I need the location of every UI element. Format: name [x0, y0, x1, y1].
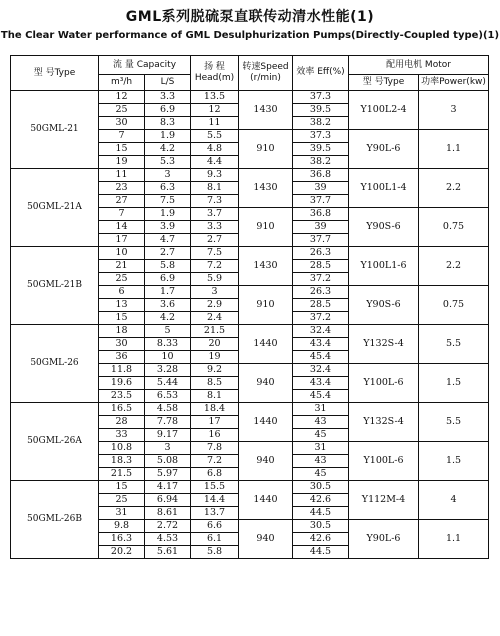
speed-cell: 940 — [239, 442, 293, 481]
eff-cell: 26.3 — [293, 247, 349, 260]
flow-m3h-cell: 17 — [99, 234, 145, 247]
speed-cell: 1440 — [239, 325, 293, 364]
flow-m3h-cell: 21 — [99, 260, 145, 273]
motor-type-cell: Y90S-6 — [349, 208, 419, 247]
head-cell: 21.5 — [191, 325, 239, 338]
head-cell: 3.7 — [191, 208, 239, 221]
head-cell: 2.4 — [191, 312, 239, 325]
eff-cell: 43 — [293, 455, 349, 468]
eff-cell: 36.8 — [293, 208, 349, 221]
flow-m3h-cell: 13 — [99, 299, 145, 312]
flow-ls-cell: 5 — [145, 325, 191, 338]
power-cell: 5.5 — [419, 325, 489, 364]
flow-ls-cell: 3.28 — [145, 364, 191, 377]
speed-cell: 910 — [239, 286, 293, 325]
flow-m3h-cell: 27 — [99, 195, 145, 208]
model-cell: 50GML-26 — [11, 325, 99, 403]
flow-m3h-cell: 11.8 — [99, 364, 145, 377]
head-cell: 8.5 — [191, 377, 239, 390]
power-cell: 0.75 — [419, 286, 489, 325]
head-cell: 13.7 — [191, 507, 239, 520]
head-cell: 12 — [191, 104, 239, 117]
header-model: 型 号Type — [11, 56, 99, 91]
flow-ls-cell: 2.7 — [145, 247, 191, 260]
head-cell: 9.3 — [191, 169, 239, 182]
flow-ls-cell: 4.7 — [145, 234, 191, 247]
eff-cell: 45 — [293, 429, 349, 442]
header-head-text: 扬 程 Head(m) — [194, 61, 235, 83]
table-row — [11, 325, 489, 338]
eff-cell: 45 — [293, 468, 349, 481]
eff-cell: 31 — [293, 442, 349, 455]
flow-ls-cell: 2.72 — [145, 520, 191, 533]
flow-ls-cell: 4.17 — [145, 481, 191, 494]
head-cell: 13.5 — [191, 91, 239, 104]
head-cell: 2.7 — [191, 234, 239, 247]
flow-m3h-cell: 31 — [99, 507, 145, 520]
eff-cell: 44.5 — [293, 546, 349, 559]
head-cell: 3.3 — [191, 221, 239, 234]
table-row — [11, 403, 489, 416]
head-cell: 7.2 — [191, 260, 239, 273]
flow-m3h-cell: 25 — [99, 494, 145, 507]
head-cell: 2.9 — [191, 299, 239, 312]
motor-type-cell: Y100L1-6 — [349, 247, 419, 286]
flow-m3h-cell: 18.3 — [99, 455, 145, 468]
flow-m3h-cell: 15 — [99, 312, 145, 325]
power-cell: 1.5 — [419, 364, 489, 403]
head-cell: 14.4 — [191, 494, 239, 507]
page-subtitle: The Clear Water performance of GML Desulphurization Pumps(Directly-Coupled type)(1) — [0, 30, 500, 41]
eff-cell: 32.4 — [293, 325, 349, 338]
motor-type-cell: Y90L-6 — [349, 520, 419, 559]
flow-ls-cell: 5.3 — [145, 156, 191, 169]
eff-cell: 30.5 — [293, 481, 349, 494]
flow-ls-cell: 3.6 — [145, 299, 191, 312]
table-row — [11, 247, 489, 260]
eff-cell: 42.6 — [293, 533, 349, 546]
head-cell: 19 — [191, 351, 239, 364]
motor-type-cell: Y132S-4 — [349, 325, 419, 364]
flow-ls-cell: 6.53 — [145, 390, 191, 403]
performance-table — [10, 55, 489, 559]
eff-cell: 43.4 — [293, 338, 349, 351]
flow-ls-cell: 7.78 — [145, 416, 191, 429]
speed-cell: 910 — [239, 130, 293, 169]
header-motor: 配用电机 Motor — [349, 56, 489, 75]
head-cell: 17 — [191, 416, 239, 429]
eff-cell: 28.5 — [293, 260, 349, 273]
header-flow-ls: L/S — [145, 75, 191, 91]
head-cell: 3 — [191, 286, 239, 299]
eff-cell: 37.2 — [293, 273, 349, 286]
power-cell: 1.1 — [419, 130, 489, 169]
speed-cell: 940 — [239, 520, 293, 559]
eff-cell: 38.2 — [293, 156, 349, 169]
eff-cell: 37.3 — [293, 91, 349, 104]
head-cell: 7.5 — [191, 247, 239, 260]
speed-cell: 1440 — [239, 481, 293, 520]
flow-m3h-cell: 7 — [99, 208, 145, 221]
eff-cell: 37.7 — [293, 234, 349, 247]
flow-m3h-cell: 6 — [99, 286, 145, 299]
header-power: 功率Power(kw) — [419, 75, 489, 91]
model-cell: 50GML-21 — [11, 91, 99, 169]
head-cell: 16 — [191, 429, 239, 442]
flow-m3h-cell: 23.5 — [99, 390, 145, 403]
flow-ls-cell: 1.9 — [145, 130, 191, 143]
flow-ls-cell: 5.08 — [145, 455, 191, 468]
flow-m3h-cell: 23 — [99, 182, 145, 195]
flow-ls-cell: 8.61 — [145, 507, 191, 520]
flow-ls-cell: 6.9 — [145, 104, 191, 117]
flow-ls-cell: 3 — [145, 442, 191, 455]
head-cell: 18.4 — [191, 403, 239, 416]
eff-cell: 43.4 — [293, 377, 349, 390]
eff-cell: 45.4 — [293, 351, 349, 364]
flow-m3h-cell: 16.3 — [99, 533, 145, 546]
flow-m3h-cell: 33 — [99, 429, 145, 442]
model-cell: 50GML-21A — [11, 169, 99, 247]
motor-type-cell: Y100L-6 — [349, 442, 419, 481]
motor-type-cell: Y112M-4 — [349, 481, 419, 520]
power-cell: 1.1 — [419, 520, 489, 559]
head-cell: 8.1 — [191, 182, 239, 195]
speed-cell: 1430 — [239, 247, 293, 286]
flow-ls-cell: 1.7 — [145, 286, 191, 299]
flow-ls-cell: 9.17 — [145, 429, 191, 442]
flow-ls-cell: 4.58 — [145, 403, 191, 416]
eff-cell: 45.4 — [293, 390, 349, 403]
header-row — [11, 56, 489, 75]
table-body — [11, 91, 489, 559]
header-flow-m3h: m³/h — [99, 75, 145, 91]
model-cell: 50GML-26A — [11, 403, 99, 481]
head-cell: 4.4 — [191, 156, 239, 169]
head-cell: 5.9 — [191, 273, 239, 286]
flow-m3h-cell: 28 — [99, 416, 145, 429]
header-head — [191, 56, 239, 91]
speed-cell: 1430 — [239, 91, 293, 130]
power-cell: 5.5 — [419, 403, 489, 442]
eff-cell: 39.5 — [293, 143, 349, 156]
flow-m3h-cell: 18 — [99, 325, 145, 338]
eff-cell: 39 — [293, 182, 349, 195]
eff-cell: 31 — [293, 403, 349, 416]
eff-cell: 37.2 — [293, 312, 349, 325]
flow-m3h-cell: 21.5 — [99, 468, 145, 481]
power-cell: 0.75 — [419, 208, 489, 247]
head-cell: 4.8 — [191, 143, 239, 156]
power-cell: 3 — [419, 91, 489, 130]
flow-ls-cell: 3 — [145, 169, 191, 182]
head-cell: 15.5 — [191, 481, 239, 494]
power-cell: 1.5 — [419, 442, 489, 481]
flow-ls-cell: 5.8 — [145, 260, 191, 273]
flow-ls-cell: 3.9 — [145, 221, 191, 234]
table-row — [11, 91, 489, 104]
head-cell: 7.3 — [191, 195, 239, 208]
flow-ls-cell: 7.5 — [145, 195, 191, 208]
header-eff — [293, 56, 349, 91]
eff-cell: 38.2 — [293, 117, 349, 130]
head-cell: 20 — [191, 338, 239, 351]
motor-type-cell: Y100L-6 — [349, 364, 419, 403]
flow-m3h-cell: 15 — [99, 143, 145, 156]
eff-cell: 42.6 — [293, 494, 349, 507]
eff-cell: 36.8 — [293, 169, 349, 182]
head-cell: 7.2 — [191, 455, 239, 468]
motor-type-cell: Y90S-6 — [349, 286, 419, 325]
eff-cell: 26.3 — [293, 286, 349, 299]
flow-m3h-cell: 25 — [99, 104, 145, 117]
flow-ls-cell: 4.2 — [145, 143, 191, 156]
page-title: GML系列脱硫泵直联传动清水性能(1) — [125, 9, 375, 25]
head-cell: 5.8 — [191, 546, 239, 559]
flow-m3h-cell: 19 — [99, 156, 145, 169]
eff-cell: 43 — [293, 416, 349, 429]
header-speed-text: 转速Speed (r/min) — [242, 61, 289, 83]
speed-cell: 1430 — [239, 169, 293, 208]
model-cell: 50GML-21B — [11, 247, 99, 325]
flow-ls-cell: 6.9 — [145, 273, 191, 286]
eff-cell: 39.5 — [293, 104, 349, 117]
flow-ls-cell: 6.3 — [145, 182, 191, 195]
eff-cell: 39 — [293, 221, 349, 234]
flow-m3h-cell: 12 — [99, 91, 145, 104]
header-motor-type: 型 号Type — [349, 75, 419, 91]
flow-ls-cell: 4.53 — [145, 533, 191, 546]
speed-cell: 910 — [239, 208, 293, 247]
power-cell: 4 — [419, 481, 489, 520]
flow-m3h-cell: 19.6 — [99, 377, 145, 390]
motor-type-cell: Y100L2-4 — [349, 91, 419, 130]
flow-m3h-cell: 20.2 — [99, 546, 145, 559]
eff-cell: 32.4 — [293, 364, 349, 377]
motor-type-cell: Y132S-4 — [349, 403, 419, 442]
motor-type-cell: Y90L-6 — [349, 130, 419, 169]
head-cell: 11 — [191, 117, 239, 130]
flow-ls-cell: 4.2 — [145, 312, 191, 325]
flow-ls-cell: 8.3 — [145, 117, 191, 130]
flow-m3h-cell: 15 — [99, 481, 145, 494]
head-cell: 6.6 — [191, 520, 239, 533]
motor-type-cell: Y100L1-4 — [349, 169, 419, 208]
header-flow: 流 量 Capacity — [99, 56, 191, 75]
eff-cell: 28.5 — [293, 299, 349, 312]
flow-m3h-cell: 11 — [99, 169, 145, 182]
model-cell: 50GML-26B — [11, 481, 99, 559]
flow-ls-cell: 3.3 — [145, 91, 191, 104]
header-eff-text: 效率 Eff(%) — [296, 67, 345, 78]
flow-m3h-cell: 7 — [99, 130, 145, 143]
head-cell: 6.8 — [191, 468, 239, 481]
flow-ls-cell: 1.9 — [145, 208, 191, 221]
flow-ls-cell: 5.97 — [145, 468, 191, 481]
eff-cell: 37.7 — [293, 195, 349, 208]
head-cell: 7.8 — [191, 442, 239, 455]
eff-cell: 30.5 — [293, 520, 349, 533]
table-row — [11, 169, 489, 182]
head-cell: 8.1 — [191, 390, 239, 403]
eff-cell: 37.3 — [293, 130, 349, 143]
flow-m3h-cell: 25 — [99, 273, 145, 286]
speed-cell: 1440 — [239, 403, 293, 442]
flow-m3h-cell: 36 — [99, 351, 145, 364]
flow-m3h-cell: 10 — [99, 247, 145, 260]
table-row — [11, 481, 489, 494]
speed-cell: 940 — [239, 364, 293, 403]
flow-m3h-cell: 16.5 — [99, 403, 145, 416]
flow-ls-cell: 5.44 — [145, 377, 191, 390]
flow-m3h-cell: 9.8 — [99, 520, 145, 533]
head-cell: 6.1 — [191, 533, 239, 546]
header-speed — [239, 56, 293, 91]
head-cell: 5.5 — [191, 130, 239, 143]
flow-ls-cell: 6.94 — [145, 494, 191, 507]
power-cell: 2.2 — [419, 247, 489, 286]
head-cell: 9.2 — [191, 364, 239, 377]
flow-ls-cell: 5.61 — [145, 546, 191, 559]
flow-ls-cell: 10 — [145, 351, 191, 364]
flow-m3h-cell: 14 — [99, 221, 145, 234]
flow-m3h-cell: 30 — [99, 117, 145, 130]
flow-m3h-cell: 10.8 — [99, 442, 145, 455]
power-cell: 2.2 — [419, 169, 489, 208]
flow-ls-cell: 8.33 — [145, 338, 191, 351]
flow-m3h-cell: 30 — [99, 338, 145, 351]
eff-cell: 44.5 — [293, 507, 349, 520]
